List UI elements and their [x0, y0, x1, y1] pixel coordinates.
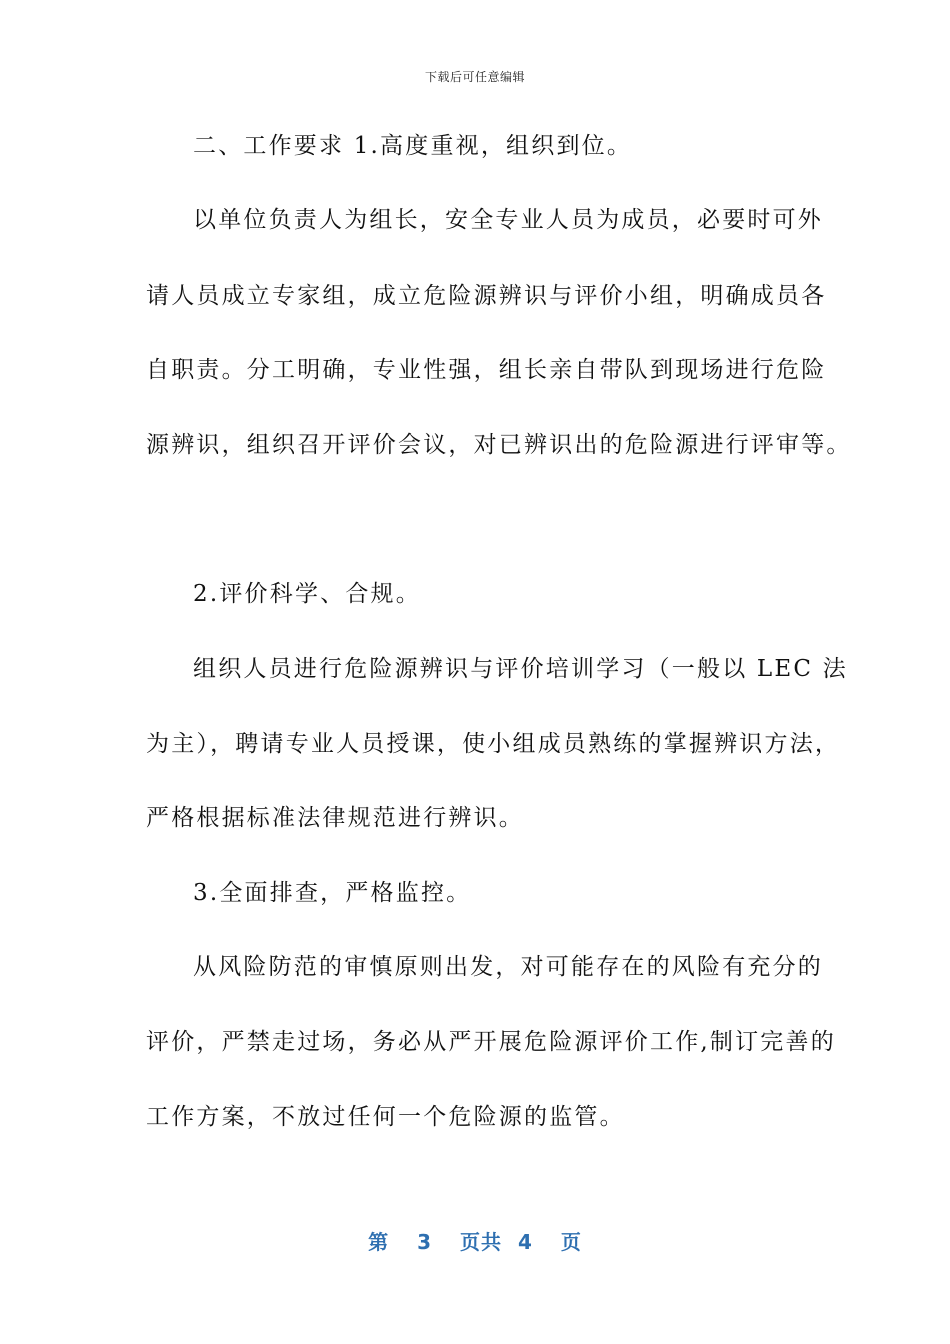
page-suffix: 页	[560, 1230, 582, 1254]
paragraph-line: 源辨识，组织召开评价会议，对已辨识出的危险源进行评审等。	[146, 432, 852, 458]
paragraph-line: 评价，严禁走过场，务必从严开展危险源评价工作,制订完善的	[146, 1029, 836, 1055]
page-number-footer	[0, 1226, 950, 1255]
paragraph-line: 严格根据标准法律规范进行辨识。	[146, 805, 524, 831]
page-current: 3	[417, 1230, 432, 1254]
page-total: 4	[518, 1230, 533, 1254]
section-heading: 2.评价科学、合规。	[193, 581, 421, 607]
page-prefix: 第	[368, 1230, 390, 1254]
section-heading: 3.全面排查，严格监控。	[193, 880, 472, 906]
paragraph-line: 请人员成立专家组，成立危险源辨识与评价小组，明确成员各	[146, 283, 827, 309]
header-note: 下载后可任意编辑	[424, 70, 525, 84]
paragraph-line: 工作方案，不放过任何一个危险源的监管。	[146, 1104, 625, 1130]
paragraph-line: 组织人员进行危险源辨识与评价培训学习（一般以 LEC 法	[193, 656, 848, 682]
paragraph-line: 为主），聘请专业人员授课，使小组成员熟练的掌握辨识方法，	[146, 731, 841, 757]
paragraph-line: 二、工作要求 1.高度重视，组织到位。	[193, 133, 633, 159]
paragraph-line: 从风险防范的审慎原则出发，对可能存在的风险有充分的	[193, 954, 823, 980]
paragraph-line: 自职责。分工明确，专业性强，组长亲自带队到现场进行危险	[146, 357, 827, 383]
page-middle: 页共	[460, 1230, 502, 1254]
paragraph-line: 以单位负责人为组长，安全专业人员为成员，必要时可外	[193, 207, 823, 233]
